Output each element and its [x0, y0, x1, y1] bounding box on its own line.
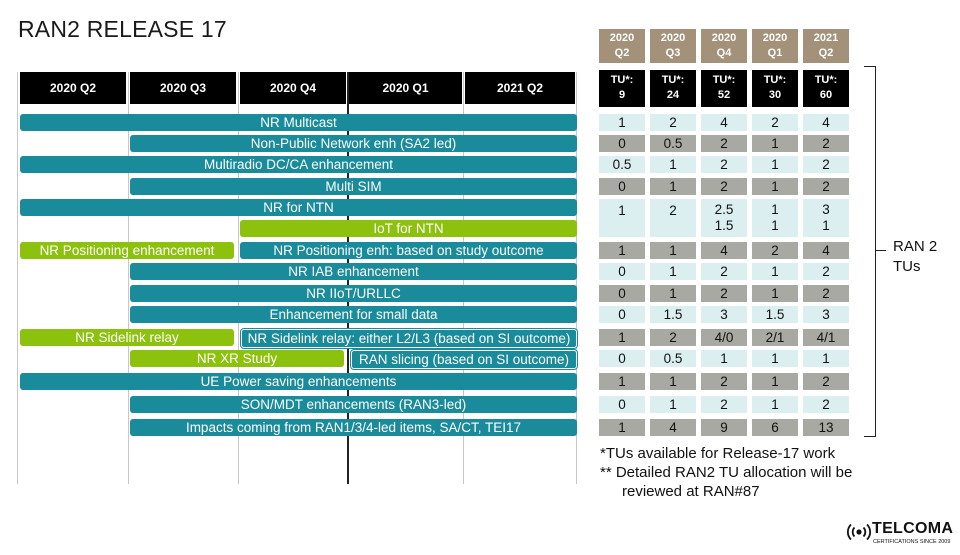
timeline-bar: NR for NTN	[20, 199, 577, 216]
table-cell-value: 1	[669, 157, 677, 172]
table-cell-value: 0.5	[612, 157, 632, 172]
timeline-bar: IoT for NTN	[240, 220, 577, 237]
page-title: RAN2 RELEASE 17	[18, 16, 227, 42]
table-cell-value: 2	[822, 179, 830, 194]
table-cell-value: 2	[669, 115, 677, 130]
table-cell	[701, 242, 747, 259]
tus-cell: TU*: 52	[701, 70, 747, 107]
table-cell-value: 2	[822, 157, 830, 172]
table-cell	[701, 396, 747, 413]
table-cell	[599, 396, 645, 413]
brace-label: TUs	[893, 258, 921, 275]
table-cell	[599, 135, 645, 152]
table-header: 2020 Q1	[752, 29, 798, 63]
table-cell-value: 1	[771, 179, 779, 194]
table-cell-value: 1.5	[765, 307, 785, 322]
table-cell-value: 2	[720, 264, 728, 279]
table-cell	[803, 242, 849, 259]
table-cell	[803, 199, 849, 237]
table-cell-value: 0	[618, 179, 626, 194]
table-cell-value: 2	[720, 286, 728, 301]
table-cell-value: 13	[818, 420, 834, 435]
signal-icon	[846, 520, 872, 544]
table-cell	[650, 285, 696, 302]
brace-tick	[876, 250, 886, 251]
quarter-header: 2020 Q1	[349, 72, 462, 104]
table-cell-value: 0	[618, 397, 626, 412]
table-cell	[701, 285, 747, 302]
timeline-bar: Non-Public Network enh (SA2 led)	[130, 135, 577, 152]
timeline-bar: Multiradio DC/CA enhancement	[20, 156, 577, 173]
table-cell-value: 2	[822, 374, 830, 389]
table-cell-value: 2	[822, 397, 830, 412]
table-cell-value: 2.5	[714, 202, 734, 217]
timeline-bar: Enhancement for small data	[130, 306, 577, 323]
table-cell-value: 1	[618, 374, 626, 389]
table-cell	[803, 178, 849, 195]
logo-name: TELCOMA	[872, 520, 954, 537]
timeline-bar: SON/MDT enhancements (RAN3-led)	[130, 396, 577, 413]
table-cell	[650, 396, 696, 413]
table-cell-value: 1	[771, 374, 779, 389]
table-cell-value: 3	[822, 307, 830, 322]
table-cell-value: 9	[720, 420, 728, 435]
timeline-bar: RAN slicing (based on SI outcome)	[351, 350, 577, 369]
table-cell-value: 1	[669, 179, 677, 194]
table-cell-value: 2	[720, 179, 728, 194]
table-cell	[650, 306, 696, 323]
table-cell	[701, 114, 747, 131]
table-cell-value: 1	[771, 218, 779, 233]
timeline-bar: NR Positioning enhancement	[20, 242, 234, 259]
table-cell-value: 2/1	[765, 330, 785, 345]
table-cell-value: 1	[618, 420, 626, 435]
table-cell	[701, 178, 747, 195]
logo-tagline: CERTIFICATIONS SINCE 2009	[873, 539, 951, 545]
table-cell-value: 4	[822, 243, 830, 258]
table-cell	[650, 178, 696, 195]
table-cell	[701, 373, 747, 390]
table-cell-value: 2	[669, 330, 677, 345]
table-cell-value: 1.5	[663, 307, 683, 322]
table-cell-value: 0	[618, 286, 626, 301]
table-cell	[803, 350, 849, 367]
tus-cell: TU*: 24	[650, 70, 696, 107]
table-cell	[752, 156, 798, 173]
table-cell-value: 2	[771, 243, 779, 258]
table-cell	[599, 263, 645, 280]
table-cell	[701, 263, 747, 280]
table-cell-value: 4	[669, 420, 677, 435]
table-cell	[650, 242, 696, 259]
table-cell	[752, 178, 798, 195]
table-cell	[752, 242, 798, 259]
table-cell-value: 0.5	[663, 136, 683, 151]
table-cell-value: 4	[822, 115, 830, 130]
brace	[864, 66, 876, 437]
table-cell-value: 2	[720, 157, 728, 172]
telcoma-logo	[846, 520, 954, 549]
table-cell-value: 1	[771, 397, 779, 412]
table-cell-value: 2	[822, 286, 830, 301]
table-cell	[650, 329, 696, 346]
table-header: 2020 Q3	[650, 29, 696, 63]
table-cell-value: 0.5	[663, 351, 683, 366]
table-cell-value: 6	[771, 420, 779, 435]
timeline-bar: NR Sidelink relay: either L2/L3 (based on SI outcome)	[241, 329, 577, 348]
timeline-bar: NR IAB enhancement	[130, 263, 577, 280]
quarter-header: 2020 Q3	[130, 72, 236, 104]
table-cell-value: 2	[771, 115, 779, 130]
brace-label: RAN 2	[893, 238, 938, 255]
table-cell-value: 1	[771, 157, 779, 172]
table-cell-value: 1	[771, 351, 779, 366]
gridline	[128, 72, 129, 484]
table-cell-value: 1	[669, 243, 677, 258]
table-cell	[752, 373, 798, 390]
table-cell	[803, 135, 849, 152]
tus-cell: TU*: 9	[599, 70, 645, 107]
table-cell-value: 4/0	[714, 330, 734, 345]
table-cell	[701, 199, 747, 237]
table-cell-value: 1	[669, 286, 677, 301]
quarter-header: 2021 Q2	[465, 72, 575, 104]
table-cell-value: 2	[720, 397, 728, 412]
table-header: 2020 Q4	[701, 29, 747, 63]
table-cell	[650, 199, 696, 237]
table-cell	[752, 199, 798, 237]
table-cell-value: 1	[669, 397, 677, 412]
table-cell-value: 4	[720, 115, 728, 130]
table-cell	[599, 329, 645, 346]
table-cell	[803, 396, 849, 413]
table-cell-value: 4	[720, 243, 728, 258]
table-cell	[803, 114, 849, 131]
table-cell-value: 2	[669, 203, 677, 218]
table-cell	[803, 419, 849, 436]
table-cell-value: 1.5	[714, 218, 734, 233]
table-cell	[599, 306, 645, 323]
table-cell	[752, 306, 798, 323]
table-cell	[599, 419, 645, 436]
table-cell	[701, 419, 747, 436]
table-cell	[803, 329, 849, 346]
table-cell	[599, 199, 645, 237]
table-cell-value: 1	[771, 286, 779, 301]
table-cell-value: 1	[822, 351, 830, 366]
table-cell	[752, 263, 798, 280]
footnote: ** Detailed RAN2 TU allocation will be	[600, 464, 853, 481]
table-cell	[599, 178, 645, 195]
table-cell-value: 0	[618, 307, 626, 322]
table-cell-value: 0	[618, 264, 626, 279]
gridline	[17, 72, 18, 484]
timeline-bar: NR Multicast	[20, 114, 577, 131]
table-cell-value: 1	[771, 264, 779, 279]
table-cell	[752, 329, 798, 346]
table-cell-value: 2	[822, 264, 830, 279]
table-cell	[650, 350, 696, 367]
table-cell	[650, 419, 696, 436]
table-cell-value: 1	[720, 351, 728, 366]
table-cell	[752, 285, 798, 302]
table-cell-value: 0	[618, 351, 626, 366]
table-cell-value: 4/1	[816, 330, 836, 345]
table-cell	[701, 350, 747, 367]
table-cell	[599, 285, 645, 302]
quarter-header: 2020 Q2	[20, 72, 126, 104]
table-cell	[701, 306, 747, 323]
table-cell	[803, 263, 849, 280]
table-cell	[752, 396, 798, 413]
table-cell-value: 1	[618, 203, 626, 218]
table-cell-value: 3	[720, 307, 728, 322]
table-cell	[752, 135, 798, 152]
table-cell	[803, 306, 849, 323]
table-cell	[599, 373, 645, 390]
table-cell-value: 3	[822, 202, 830, 217]
table-cell-value: 1	[669, 374, 677, 389]
timeline-bar: NR Positioning enh: based on study outcome	[240, 242, 577, 259]
table-cell	[701, 135, 747, 152]
table-cell	[599, 156, 645, 173]
table-cell-value: 1	[618, 115, 626, 130]
table-header: 2020 Q2	[599, 29, 645, 63]
table-header: 2021 Q2	[803, 29, 849, 63]
table-cell-value: 1	[618, 243, 626, 258]
table-cell	[650, 135, 696, 152]
timeline-bar: NR Sidelink relay	[20, 329, 234, 346]
table-cell	[752, 114, 798, 131]
timeline-bar: NR IIoT/URLLC	[130, 285, 577, 302]
table-cell	[752, 350, 798, 367]
tus-cell: TU*: 60	[803, 70, 849, 107]
timeline-bar: NR XR Study	[130, 350, 344, 367]
table-cell	[803, 373, 849, 390]
table-cell-value: 1	[669, 264, 677, 279]
table-cell	[752, 419, 798, 436]
table-cell	[803, 156, 849, 173]
timeline-bar: UE Power saving enhancements	[20, 373, 577, 390]
table-cell-value: 1	[822, 218, 830, 233]
table-cell	[701, 329, 747, 346]
table-cell-value: 1	[771, 136, 779, 151]
table-cell-value: 1	[771, 202, 779, 217]
timeline-bar: Multi SIM	[130, 178, 577, 195]
timeline-bar: Impacts coming from RAN1/3/4-led items, SA/CT, TEI17	[130, 419, 577, 436]
table-cell-value: 2	[720, 374, 728, 389]
quarter-header: 2020 Q4	[240, 72, 346, 104]
table-cell	[650, 373, 696, 390]
table-cell-value: 1	[618, 330, 626, 345]
footnote: reviewed at RAN#87	[622, 483, 760, 500]
table-cell	[650, 156, 696, 173]
tus-cell: TU*: 30	[752, 70, 798, 107]
table-cell	[803, 285, 849, 302]
table-cell	[599, 242, 645, 259]
table-cell-value: 0	[618, 136, 626, 151]
table-cell-value: 2	[720, 136, 728, 151]
table-cell	[599, 114, 645, 131]
footnote: *TUs available for Release-17 work	[600, 445, 836, 462]
table-cell	[701, 156, 747, 173]
table-cell	[599, 350, 645, 367]
table-cell	[650, 263, 696, 280]
table-cell-value: 2	[822, 136, 830, 151]
table-cell	[650, 114, 696, 131]
